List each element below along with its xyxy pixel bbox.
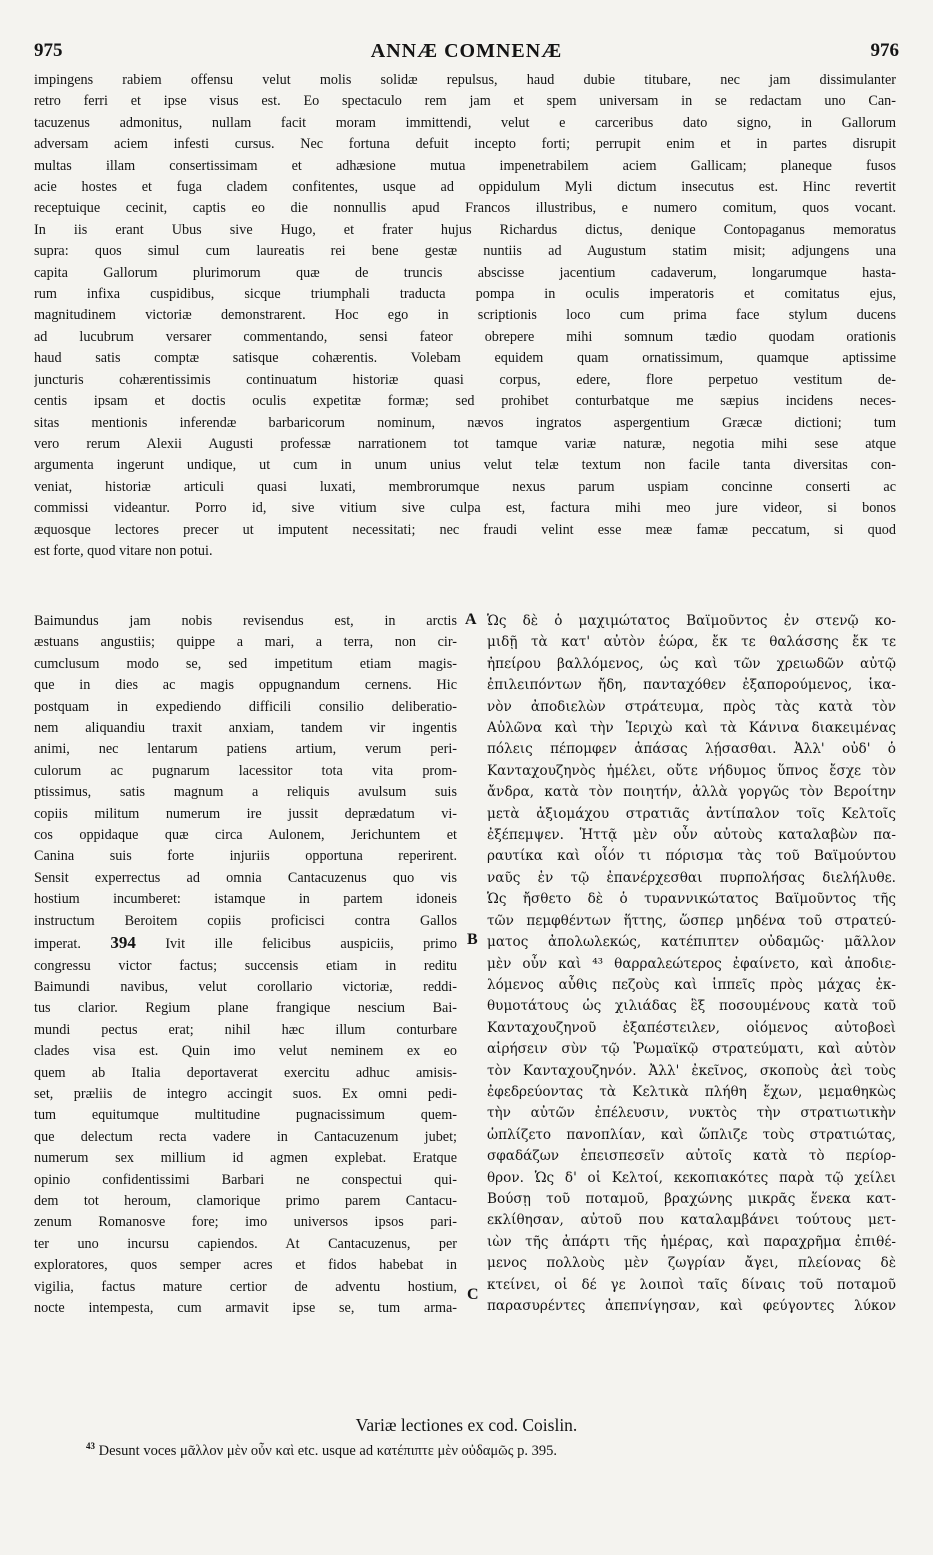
text-line: commissi videantur. Porro id, sive vitium sive culpa est, factura mihi meo jure videor, si bonos — [34, 500, 896, 517]
text-line: postquam in expediendo difficili consilio deliberatio- — [34, 698, 457, 715]
text-line: vero rerum Alexii Augusti professæ narrationem tot tamque variæ naturæ, negotia mihi sese atque — [34, 435, 896, 452]
text-line: que in dies ac magis oppugnandum cernens. Hic — [34, 677, 457, 694]
text-line: Βούσῃ τοῦ ποταμοῦ, βραχώνης μικρᾶς ἕνεκα κατ- — [487, 1190, 896, 1207]
text-line: θρον. Ὡς δ' οἱ Κελτοί, κεκοπιακότες παρὰ τῷ χείλει — [487, 1169, 896, 1186]
text-line: instructum Beroitem copiis proficisci contra Gallos — [34, 912, 457, 929]
text-line: mundi pectus erat; nihil hæc illum conturbare — [34, 1021, 457, 1038]
text-line: culorum ac pugnarum lacessitor tota vita prom- — [34, 762, 457, 779]
text-line: μετὰ ἀξιομάχου στρατιᾶς ἀντίπαλον τοῖς Κελτοῖς — [487, 805, 896, 822]
text-line: argumenta ingerunt undique, ut cum in unum unius velut telæ textum non facile tanta diversitas con- — [34, 457, 896, 474]
text-line: Ὡς ἤσθετο δὲ ὁ τυραννικώτατος Βαϊμοῦντος τῆς — [487, 891, 896, 908]
text-line: Baimundi navibus, velut corollario victoriæ, reddi- — [34, 978, 457, 995]
variant-note — [86, 1441, 906, 1460]
text-line: set, præliis de integro accingit suos. Ex omni pedi- — [34, 1085, 457, 1102]
text-line: Κανταχουζηνὸς ἠμέλει, οὔτε νήδυμος ὕπνος ἔσχε τὸν — [487, 762, 896, 779]
note-number: 43 — [86, 1441, 95, 1451]
text-line: Ὡς δὲ ὁ μαχιμώτατος Βαϊμοῦντος ἐν στενῷ κο- — [487, 613, 896, 629]
text-line: tum equitumque multitudine pugnacissimum quem- — [34, 1107, 457, 1124]
text-line: ματος ἀπολωλεκώς, κατέπιπτεν οὐδαμῶς· μᾶλλον — [487, 934, 896, 951]
text-line: copiis militum numerum ire jussit deprædatum vi- — [34, 805, 457, 822]
text-line: zenum Romanosve fore; imo universos ipsos pari- — [34, 1214, 457, 1231]
text-line: congressu victor factus; succensis etiam in reditu — [34, 957, 457, 974]
page-number-right: 976 — [870, 40, 899, 61]
margin-marker-c: C — [467, 1286, 479, 1303]
running-header — [34, 40, 899, 64]
text-line: hostium incumberet: istamque in partem idoneis — [34, 891, 457, 908]
text-line: ἄνδρα, κατὰ τὸν ποιητήν, ἀλλὰ γοργῶς τὸν Βεροίτην — [487, 784, 896, 801]
text-line: æstuans angustiis; quippe a mari, a terra, non cir- — [34, 634, 457, 651]
text-line: quem ab Italia deportaverat exercitu adhuc amisis- — [34, 1064, 457, 1081]
text-line: ἐξέπεμψεν. Ἡττᾷ μὲν οὖν αὐτοὺς καταλαβὼν πα- — [487, 827, 896, 844]
text-line: πόλεις πέπομφεν ἁπάσας λῄσασθαι. Ἀλλ' οὐδ' ὁ — [487, 741, 896, 758]
text-line: Αὐλῶνα καὶ τὴν Ἱεριχὼ καὶ τὰ Κάνινα διακειμένας — [487, 720, 896, 737]
text-line: εκλίθησαν, αὐτοῦ που καταλαμβάνει τούτους μετ- — [487, 1212, 896, 1229]
text-line: capita Gallorum plurimorum quæ de truncis abscisse jacentium cadaverum, longarumque hasta- — [34, 264, 896, 281]
text-line: ἐφεδρεύοντας τὰ Κελτικὰ πλήθη ἔχων, μεμαθηκὼς — [487, 1083, 896, 1100]
text-line: animi, nec lentarum patiens artium, verum peri- — [34, 741, 457, 758]
text-line: vigilia, factus mature certior de adventu hostium, — [34, 1278, 457, 1295]
text-line: nocte intempesta, cum armavit ipse se, tum arma- — [34, 1300, 457, 1316]
text-line: μὲν οὖν καὶ ⁴³ θαρραλεώτερος ἐφαίνετο, καὶ ἀποδιε- — [487, 955, 896, 972]
running-title: ANNÆ COMNENÆ — [370, 40, 563, 62]
text-line: tacuzenus admonitus, nullam facit moram immittendi, velut e carceribus dato signo, in Gallorum — [34, 114, 896, 131]
margin-marker-b: B — [467, 931, 478, 948]
text-line: Κανταχουζηνοῦ ἐξαπέστειλεν, οἰόμενος αὐτοβοεὶ — [487, 1019, 896, 1036]
text-line: clades visa est. Quin imo velut neminem ex eo — [34, 1043, 457, 1060]
text-line: multas illam consertissimam et adhæsione mutua impenetrabilem aciem Gallicam; planeque fusos — [34, 157, 896, 174]
text-line: ὡπλίζετο πανοπλίαν, καὶ ὥπλιζε τοὺς στρατιώτας, — [487, 1126, 896, 1143]
latin-column — [34, 611, 457, 1319]
text-line: rum infixa cuspidibus, sicque triumphali traducta pompa in oculis imperatoris et comitatus ejus, — [34, 286, 896, 303]
text-line: æquosque lectores precer ut imputent necessitati; nec fraudi velint esse meæ famæ peccatum, si quod — [34, 521, 896, 538]
text-line: acie hostes et fuga cladem confitentes, usque ad oppidulum Myli dictum insecutus est. Hinc revertit — [34, 179, 896, 196]
text-line: In iis erant Ubus sive Hugo, et frater hujus Richardus dictus, denique Contopaganus memoratus — [34, 221, 896, 238]
text-line: est forte, quod vitare non potui. — [34, 542, 213, 559]
full-width-text — [34, 70, 896, 562]
text-line: receptuique cecinit, captis eo die nonnullis apud Francos illustribus, e numero comitum, quos vocant. — [34, 200, 896, 217]
text-line: juncturis cohærentissimis continuatum historiæ quasi corpus, edere, flore perpetuo vestitum de- — [34, 371, 896, 388]
text-line: κτείνει, οἱ δέ γε λοιποὶ ταῖς δίναις τοῦ ποταμοῦ — [487, 1276, 896, 1293]
text-line: cos oppidaque quæ circa Aulonem, Jerichuntem et — [34, 827, 457, 844]
page-number-left: 975 — [34, 40, 63, 61]
text-line: παρασυρέντες ἀπεπνίγησαν, καὶ φεύγοντες λύκον — [487, 1298, 896, 1314]
variants-heading: Variæ lectiones ex cod. Coislin. — [355, 1415, 578, 1435]
text-line: que delectum recta vadere in Cantacuzenum jubet; — [34, 1128, 457, 1145]
text-line: Sensit experrectus ad omnia Cantacuzenus quo vis — [34, 869, 457, 886]
text-line: tus clarior. Regium plane frangique nescium Bai- — [34, 1000, 457, 1017]
text-line: ραυτίκα καὶ οἷόν τι πόρισμα τὰς τοῦ Βαϊμούντου — [487, 848, 896, 865]
text-line: ἠπείρου βαλλόμενος, ὡς καὶ τῶν χρειωδῶν αὐτῷ — [487, 655, 896, 672]
text-line: ἐπιλειπόντων ἤδη, πανταχόθεν ἐξαπορούμενος, ἱκα- — [487, 677, 896, 694]
text-line: impingens rabiem offensu velut molis solidæ repulsus, haud dubie titubare, nec jam dissimulanter — [34, 72, 896, 88]
text-line: numerum sex millium id agmen explebat. Eratque — [34, 1150, 457, 1167]
text-line: supra: quos simul cum laureatis rei bene gestæ nuntiis ad Augustum statim misit; adjungens una — [34, 243, 896, 260]
text-line: ptissimus, satis magnum a reliquis avulsum suis — [34, 784, 457, 801]
text-line: sitas mentionis inferendæ barbaricorum nominum, nævos ingratos aspergentium Græcæ dictioni; tum — [34, 414, 896, 431]
text-line: opinio confidentissimi Barbari ne conspectui qui- — [34, 1171, 457, 1188]
text-line: haud satis comptæ satisque cohærentis. Volebam equidem quam ornatissimum, quamque aptissime — [34, 350, 896, 367]
greek-column — [487, 611, 896, 1317]
margin-marker-a: A — [465, 611, 477, 628]
text-line: μιδῇ τὰ κατ' αὐτὸν ἑώρα, ἔκ τε θαλάσσης ἔκ τε — [487, 634, 896, 651]
text-line: ιὼν τῆς ἀπάρτι τῆς ἡμέρας, καὶ παραχρῆμα ἐπιθέ- — [487, 1233, 896, 1250]
text-line: exploratores, quos semper acres et fidos habebat in — [34, 1257, 457, 1274]
text-line: retro ferri et ipse visus est. Eo spectaculo rem jam et spem universam in se redactam uno Can- — [34, 93, 896, 110]
text-line: θυμοτάτους ὡς χιλιάδας ἓξ ποσουμένους κατὰ τοῦ — [487, 998, 896, 1015]
text-line: ναῦς ἐν τῷ ἐπανέρχεσθαι πυρπολήσας διελήλυθε. — [487, 869, 896, 886]
text-line: νὸν ἀποδιελὼν στράτευμα, πρὸς τὰς κατὰ τὸν — [487, 698, 896, 715]
text-line: λόμενος αὖθις πεζοὺς καὶ ἱππεῖς πρὸς μάχας ἐκ- — [487, 976, 896, 993]
text-line: αἱρήσειν σὺν τῷ Ῥωμαϊκῷ στρατεύματι, καὶ αὐτὸν — [487, 1041, 896, 1058]
text-line: ter uno incursu capiendos. At Cantacuzenus, per — [34, 1235, 457, 1252]
text-line: μενος πολλοὺς μὲν ζωγρίαν ἄγει, πλείονας δὲ — [487, 1255, 896, 1272]
text-line: dem tot heroum, clamorique primo parem Cantacu- — [34, 1192, 457, 1209]
text-line: τὸν Κανταχουζηνόν. Ἀλλ' ἐκεῖνος, σκοποὺς ἀεὶ τοὺς — [487, 1062, 896, 1079]
note-text: Desunt voces μᾶλλον μὲν οὖν καὶ etc. usque ad κατέπιπτε μὲν οὐδαμῶς p. 395. — [95, 1442, 557, 1459]
page-reference-number: 394 — [110, 933, 136, 953]
text-line: τῶν πεμφθέντων ἥττης, ὥσπερ μηδένα τοῦ στρατεύ- — [487, 912, 896, 929]
text-line: τὴν αὐτῶν ἐπέλευσιν, νυκτὸς τὴν στρατιωτικὴν — [487, 1105, 896, 1122]
text-line: magnitudinem victoriæ demonstrarent. Hoc ego in scriptionis loco cum prima face stylum ducens — [34, 307, 896, 324]
text-line: cumclusum modo se, sed impetitum etiam magis- — [34, 655, 457, 672]
text-line: veniat, historiæ articuli quasi luxati, membrorumque nexus parum uspiam concinne conserti ac — [34, 478, 896, 495]
text-line: nem aliquandiu traxit anxiam, tandem vir ingentis — [34, 720, 457, 737]
text-line: Baimundus jam nobis revisendus est, in arctis — [34, 613, 457, 629]
text-line: adversam aciem infesti cursus. Nec fortuna defuit incepto forti; perrupit enim et in partes disrupit — [34, 136, 896, 153]
text-line: ad lucubrum versarer commentando, sensi fateor obrepere mihi somnum tædio quodam orationis — [34, 328, 896, 345]
text-line: centis ipsam et doctis oculis expetitæ formæ; sed prohibet conturbatque me sæpius incidens neces- — [34, 393, 896, 410]
text-line: imperat. 394 Ivit ille felicibus auspiciis, primo — [34, 933, 457, 953]
text-line: σφαδάζων ἐπεισπεσεῖν αὐτοῖς κατὰ τὸ περίορ- — [487, 1148, 896, 1165]
text-line: Canina suis forte injuriis opportuna reperirent. — [34, 848, 457, 865]
